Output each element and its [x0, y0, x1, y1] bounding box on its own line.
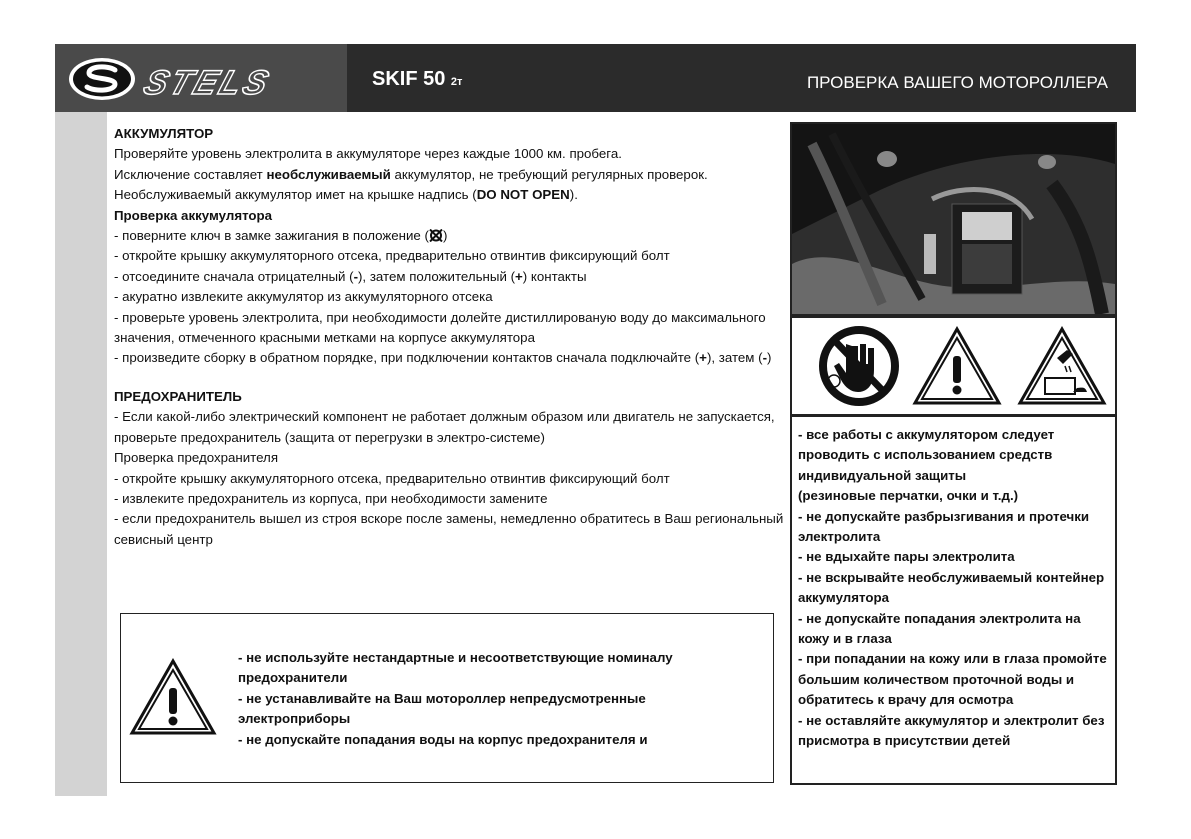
battery-step-2: - откройте крышку аккумуляторного отсека, предварительно отвинтив фиксирующий болт	[114, 248, 670, 264]
safety-note: - не вскрывайте необслуживаемый контейнер аккумулятора	[798, 569, 1105, 606]
section-title: ПРОВЕРКА ВАШЕГО МОТОРОЛЛЕРА	[806, 73, 1108, 92]
safety-note: (резиновые перчатки, очки и т.д.)	[798, 488, 1019, 504]
battery-check-title: Проверка аккумулятора	[114, 207, 273, 223]
main-text	[114, 124, 784, 550]
safety-note: - все работы с аккумулятором следует проводить с использованием средств индивидуальной защиты	[798, 427, 1055, 483]
battery-intro: Проверяйте уровень электролита в аккумуляторе через каждые 1000 км. пробега.	[114, 146, 622, 162]
fuse-intro: - Если какой-либо электрический компонент не работает должным образом или двигатель не запускается, проверьте предохранитель (защита от перегрузки в электро-системе)	[114, 409, 775, 445]
battery-label-note: Необслуживаемый аккумулятор имет на крышке надпись (DO NOT OPEN).	[114, 187, 578, 203]
battery-step-5: - проверьте уровень электролита, при необходимости долейте дистиллированую воду до максимального значения, отмеченного красными метками на корпусе аккумулятора	[114, 309, 766, 346]
fuse-check-title: Проверка предохранителя	[114, 450, 279, 466]
no-touch-icon	[816, 326, 902, 406]
safety-note: - при попадании на кожу или в глаза промойте большим количеством проточной воды и обратитесь к врачу для осмотра	[798, 651, 1107, 708]
battery-step-3: - отсоедините сначала отрицателный (-), затем положительный (+) контакты	[114, 268, 587, 284]
safety-note: - не допускайте разбрызгивания и протечки электролита	[798, 508, 1090, 545]
battery-step-6: - произведите сборку в обратном порядке, при подключении контактов сначала подключайте (+), затем (-)	[114, 350, 772, 366]
warning-exclamation-icon	[912, 326, 1002, 406]
battery-compartment-photo	[790, 122, 1117, 316]
fuse-warning-box	[120, 613, 774, 783]
brand-wordmark: STELS	[138, 64, 276, 102]
fuse-warning-line: - не устанавливайте на Ваш мотороллер непредусмотренные электроприборы	[238, 690, 646, 727]
battery-title: АККУМУЛЯТОР	[114, 126, 214, 141]
fuse-step-3: - если предохранитель вышел из строя вскоре после замены, немедленно обратитесь в Ваш региональный севисный центр	[114, 511, 784, 547]
battery-exception: Исключение составляет необслуживаемый аккумулятор, не требующий регулярных проверок.	[114, 166, 708, 182]
page-header	[55, 44, 1136, 112]
battery-step-4: - акуратно извлеките аккумулятор из аккумуляторного отсека	[114, 289, 493, 305]
safety-icons-panel	[790, 316, 1117, 416]
fuse-step-1: - откройте крышку аккумуляторного отсека, предварительно отвинтив фиксирующий болт	[114, 470, 670, 486]
battery-acid-warning-icon	[1017, 326, 1107, 406]
model-name: SKIF 50 2т	[372, 68, 463, 90]
fuse-title: ПРЕДОХРАНИТЕЛЬ	[114, 388, 242, 404]
safety-note: - не оставляйте аккумулятор и электролит без присмотра в присутствии детей	[798, 712, 1105, 749]
side-bar	[55, 112, 107, 796]
battery-step-1: - поверните ключ в замке зажигания в положение ( )	[114, 228, 448, 244]
ignition-off-icon	[429, 229, 443, 242]
battery-photo-illustration	[792, 124, 1115, 314]
fuse-warning-text	[238, 648, 758, 750]
brand-logo	[55, 44, 347, 112]
safety-note: - не допускайте попадания электролита на кожу и в глаза	[798, 610, 1081, 647]
warning-triangle-icon	[129, 658, 217, 736]
fuse-step-2: - извлеките предохранитель из корпуса, при необходимости замените	[114, 490, 548, 506]
fuse-warning-line: - не используйте нестандартные и несоответствующие номиналу предохранители	[238, 650, 673, 686]
fuse-warning-line: - не допускайте попадания воды на корпус предохранителя и	[238, 731, 648, 747]
stels-s-icon	[67, 56, 137, 102]
battery-safety-notes	[790, 415, 1117, 785]
safety-note: - не вдыхайте пары электролита	[798, 549, 1015, 565]
